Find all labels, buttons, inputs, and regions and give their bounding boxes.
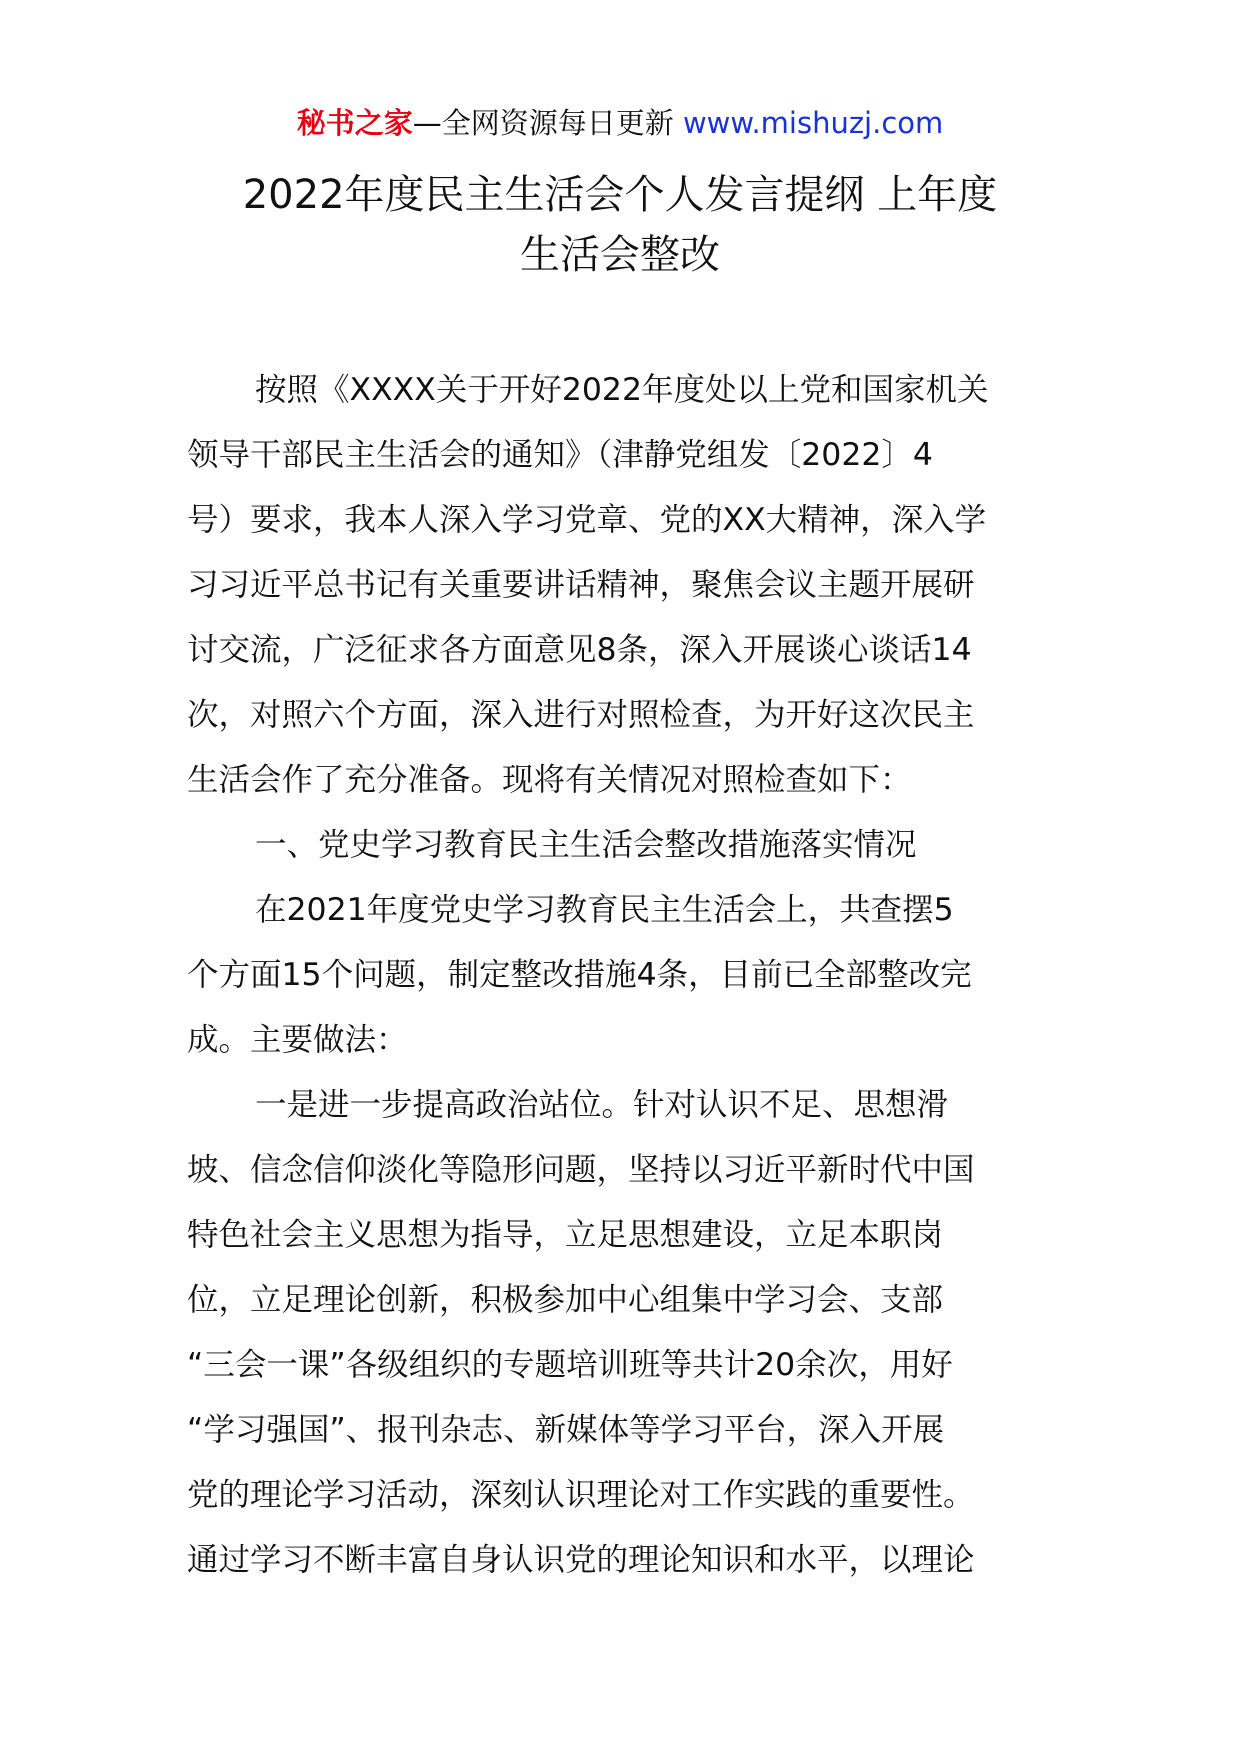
body-line: 个方面15个问题，制定整改措施4条，目前已全部整改完 (187, 957, 972, 993)
body-line: 讨交流，广泛征求各方面意见8条，深入开展谈心谈话14 (187, 632, 972, 668)
body-line: 习习近平总书记有关重要讲话精神，聚焦会议主题开展研 (187, 567, 975, 603)
body-line: 领导干部民主生活会的通知》（津静党组发〔2022〕4 (187, 437, 933, 473)
body-line: 次，对照六个方面，深入进行对照检查，为开好这次民主 (187, 697, 975, 733)
body-line: 号）要求，我本人深入学习党章、党的XX大精神，深入学 (187, 502, 987, 538)
body-line: 生活会作了充分准备。现将有关情况对照检查如下： (187, 762, 912, 798)
document-body (187, 358, 1057, 1593)
body-line: “学习强国”、报刊杂志、新媒体等学习平台，深入开展 (187, 1412, 945, 1448)
body-line: 成。主要做法： (187, 1022, 408, 1058)
site-url-link[interactable]: www.mishuzj.com (682, 106, 944, 140)
site-brand: 秘书之家 (296, 106, 413, 140)
body-line: 在2021年度党史学习教育民主生活会上，共查摆5 (255, 892, 954, 928)
body-line: 通过学习不断丰富自身认识党的理论知识和水平，以理论 (187, 1542, 975, 1578)
site-slogan: —全网资源每日更新 (412, 106, 683, 140)
body-line: “三会一课”各级组织的专题培训班等共计20余次，用好 (187, 1347, 953, 1383)
body-line: 坡、信念信仰淡化等隐形问题，坚持以习近平新时代中国 (187, 1152, 975, 1188)
document-title (150, 165, 1090, 285)
section-heading: 一、党史学习教育民主生活会整改措施落实情况 (255, 827, 917, 863)
body-line: 特色社会主义思想为指导，立足思想建设，立足本职岗 (187, 1217, 944, 1253)
body-line: 一是进一步提高政治站位。针对认识不足、思想滑 (255, 1087, 949, 1123)
body-line: 党的理论学习活动，深刻认识理论对工作实践的重要性。 (187, 1477, 975, 1513)
body-line: 位，立足理论创新，积极参加中心组集中学习会、支部 (187, 1282, 944, 1318)
site-header (0, 103, 1240, 143)
document-title-line-2: 生活会整改 (520, 232, 720, 278)
document-title-line-1: 2022年度民主生活会个人发言提纲 上年度 (242, 172, 998, 218)
body-line: 按照《XXXX关于开好2022年度处以上党和国家机关 (255, 372, 989, 408)
